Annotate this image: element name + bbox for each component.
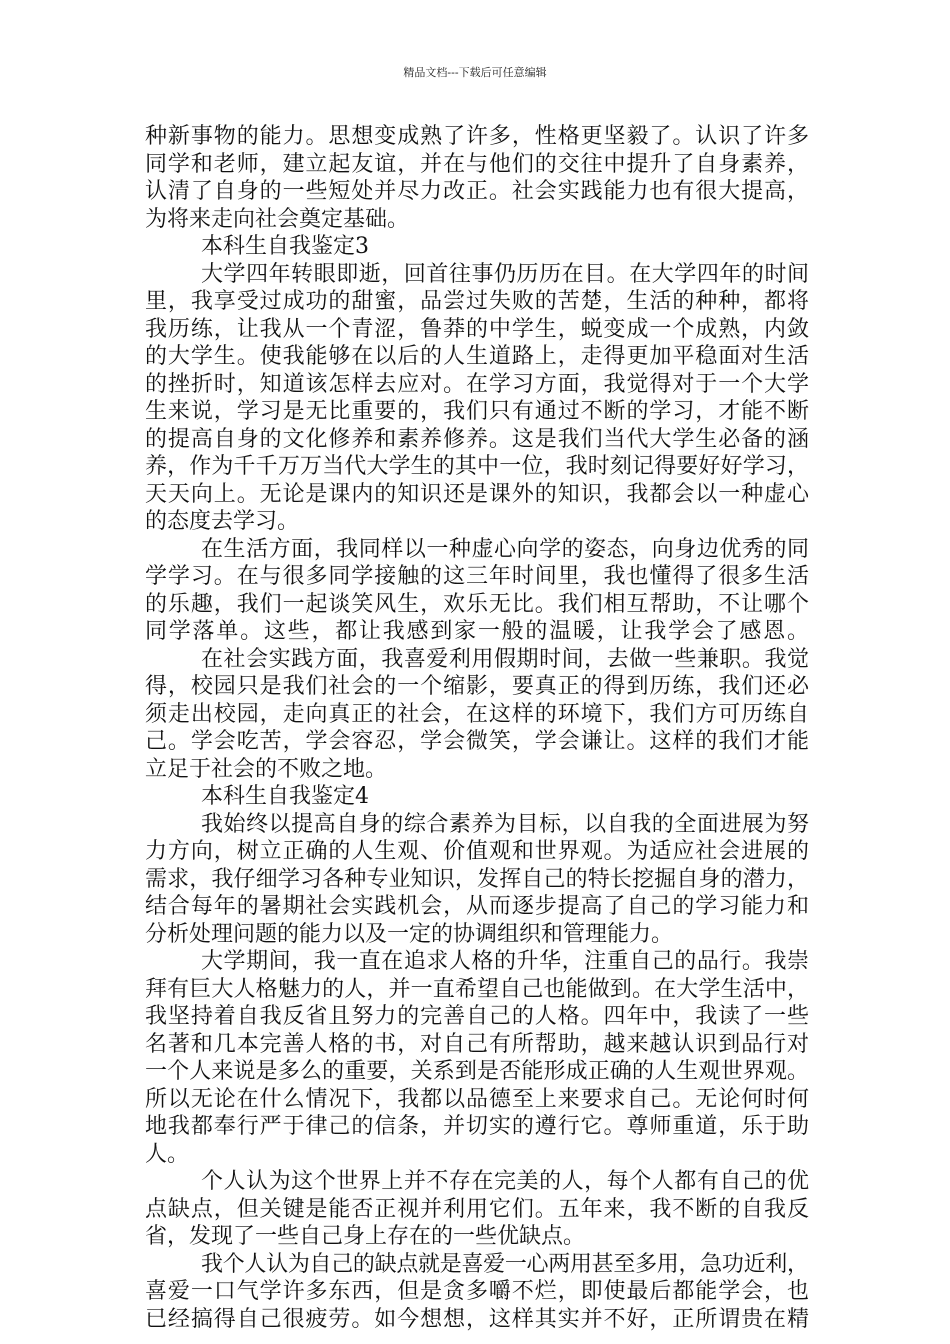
text-line: 结合每年的暑期社会实践机会，从而逐步提高了自己的学习能力和 <box>145 894 810 919</box>
text-line: 认清了自身的一些短处并尽力改正。社会实践能力也有很大提高， <box>145 179 810 204</box>
text-line: 需求，我仔细学习各种专业知识，发挥自己的特长挖掘自身的潜力， <box>145 866 810 892</box>
text-line: 已经搞得自己很疲劳。如今想想，这样其实并不好，正所谓贵在精 <box>145 1306 810 1332</box>
text-line: 的态度去学习。 <box>145 509 300 534</box>
text-line: 我个人认为自己的缺点就是喜爱一心两用甚至多用，急功近利， <box>201 1251 809 1277</box>
text-line: 为将来走向社会奠定基础。 <box>145 206 410 232</box>
text-line: 点缺点，但关键是能否正视并利用它们。五年来，我不断的自我反 <box>145 1196 810 1222</box>
text-line: 大学期间，我一直在追求人格的升华，注重自己的品行。我崇 <box>201 949 810 974</box>
text-line: 养，作为千千万万当代大学生的其中一位，我时刻记得要好好学习， <box>145 454 810 479</box>
text-line: 分析处理问题的能力以及一定的协调组织和管理能力。 <box>145 921 674 947</box>
text-line: 的提高自身的文化修养和素养修养。这是我们当代大学生必备的涵 <box>145 426 810 452</box>
text-line: 个人认为这个世界上并不存在完美的人，每个人都有自己的优 <box>201 1169 810 1194</box>
text-line: 学学习。在与很多同学接触的这三年时间里，我也懂得了很多生活 <box>145 564 810 589</box>
text-line: 己。学会吃苦，学会容忍，学会微笑，学会谦让。这样的我们才能 <box>145 729 810 754</box>
text-line: 喜爱一口气学许多东西，但是贪多嚼不烂，即使最后都能学会，也 <box>145 1279 810 1304</box>
text-line: 我历练，让我从一个青涩，鲁莽的中学生，蜕变成一个成熟，内敛 <box>145 316 810 342</box>
text-line: 力方向，树立正确的人生观、价值观和世界观。为适应社会进展的 <box>145 839 810 864</box>
text-line: 地我都奉行严于律己的信条，并切实的遵行它。尊师重道，乐于助 <box>145 1114 810 1139</box>
text-line: 的挫折时，知道该怎样去应对。在学习方面，我觉得对于一个大学 <box>145 371 810 397</box>
text-line: 省，发现了一些自己身上存在的一些优缺点。 <box>145 1224 586 1249</box>
text-line: 的大学生。使我能够在以后的人生道路上，走得更加平稳面对生活 <box>145 344 810 369</box>
text-line: 在社会实践方面，我喜爱利用假期时间，去做一些兼职。我觉 <box>201 646 810 672</box>
text-line: 种新事物的能力。思想变成熟了许多，性格更坚毅了。认识了许多 <box>145 124 810 149</box>
text-line: 所以无论在什么情况下，我都以品德至上来要求自己。无论何时何 <box>145 1086 810 1112</box>
text-line: 立足于社会的不败之地。 <box>145 756 388 782</box>
text-line: 须走出校园，走向真正的社会，在这样的环境下，我们方可历练自 <box>145 701 810 727</box>
text-line: 名著和几本完善人格的书，对自己有所帮助，越来越认识到品行对 <box>145 1031 810 1057</box>
text-line: 我始终以提高自身的综合素养为目标，以自我的全面进展为努 <box>201 811 810 837</box>
text-line: 天天向上。无论是课内的知识还是课外的知识，我都会以一种虚心 <box>145 481 810 507</box>
text-line: 一个人来说是多么的重要，关系到是否能形成正确的人生观世界观。 <box>145 1059 810 1084</box>
text-line: 大学四年转眼即逝，回首往事仍历历在目。在大学四年的时间 <box>201 261 810 287</box>
text-line: 人。 <box>145 1141 190 1167</box>
text-line: 的乐趣，我们一起谈笑风生，欢乐无比。我们相互帮助，不让哪个 <box>145 591 810 617</box>
text-line: 本科生自我鉴定4 <box>201 784 369 809</box>
text-line: 里，我享受过成功的甜蜜，品尝过失败的苦楚，生活的种种，都将 <box>145 289 810 314</box>
document-body <box>145 123 809 1333</box>
text-line: 在生活方面，我同样以一种虚心向学的姿态，向身边优秀的同 <box>201 536 810 562</box>
text-line: 生来说，学习是无比重要的，我们只有通过不断的学习，才能不断 <box>145 399 810 424</box>
text-line: 本科生自我鉴定3 <box>201 234 369 259</box>
page-header: 精品文档---下载后可任意编辑 <box>403 66 547 79</box>
text-line: 拜有巨大人格魅力的人，并一直希望自己也能做到。在大学生活中， <box>145 976 810 1002</box>
text-line: 得，校园只是我们社会的一个缩影，要真正的得到历练，我们还必 <box>145 674 810 699</box>
text-line: 同学和老师，建立起友谊，并在与他们的交往中提升了自身素养， <box>145 151 810 177</box>
text-line: 同学落单。这些，都让我感到家一般的温暖，让我学会了感恩。 <box>145 619 811 644</box>
text-line: 我坚持着自我反省且努力的完善自己的人格。四年中，我读了一些 <box>145 1004 810 1029</box>
